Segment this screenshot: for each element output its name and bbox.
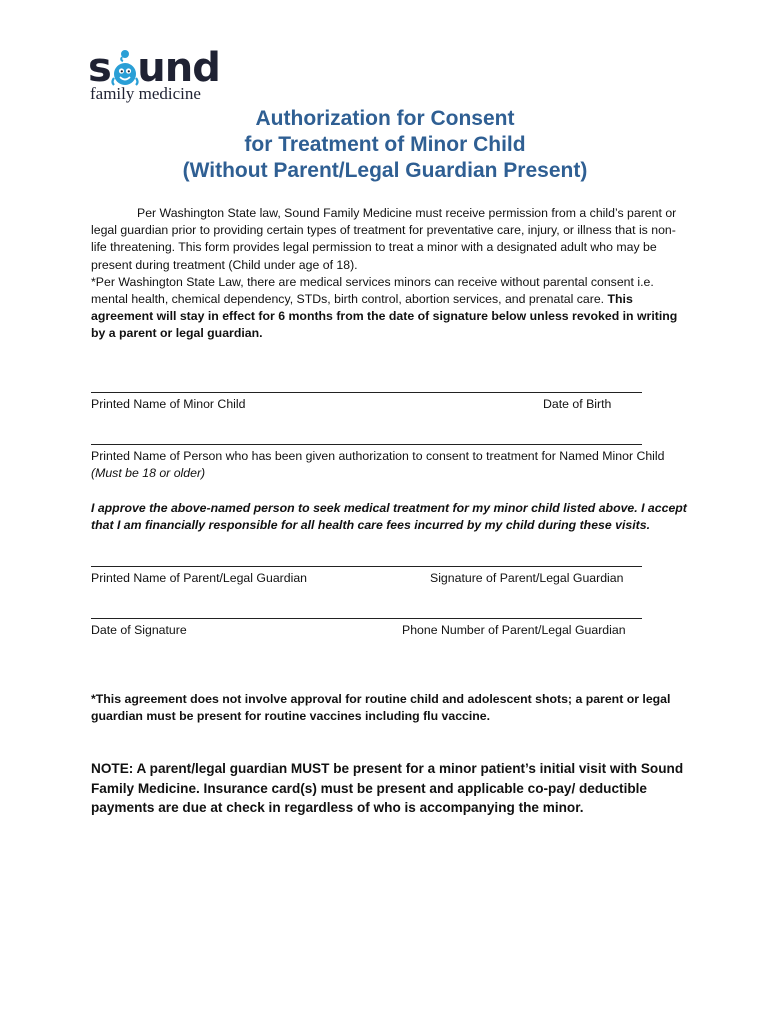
logo-subtitle: family medicine (90, 84, 201, 103)
minor-name-label: Printed Name of Minor Child (91, 397, 246, 411)
minor-services-note: *Per Washington State Law, there are medical services minors can receive without parental consent i.e. mental health, chemical dependency, STDs, birth control, abortion services, and prenatal care. This agreement will stay in effect for 6 months from the date of signature below unless revoked in writing by a parent or legal guardian. (91, 274, 678, 341)
logo-letters-und: und (137, 45, 220, 91)
logo-letter-s: s (88, 45, 111, 91)
signature-date-line[interactable] (91, 618, 642, 619)
form-title (0, 106, 770, 184)
intro-section (91, 205, 691, 343)
title-line-3: (Without Parent/Legal Guardian Present) (182, 159, 588, 182)
intro-paragraph: Per Washington State law, Sound Family Medicine must receive permission from a child’s parent or legal guardian prior to providing certain types of treatment for preventative care, injury, or illness that is non-life threatening. This form provides legal permission to treat a minor with a designated adult who may be present during treatment (Child under age of 18). (91, 206, 677, 272)
title-line-1: Authorization for Consent (255, 107, 515, 130)
sound-family-medicine-logo (88, 44, 228, 108)
guardian-phone-label: Phone Number of Parent/Legal Guardian (402, 623, 626, 637)
authorized-person-line[interactable] (91, 444, 642, 445)
title-line-2: for Treatment of Minor Child (244, 133, 526, 156)
logo-mascot-icon (110, 48, 140, 88)
approval-statement: I approve the above-named person to seek medical treatment for my minor child listed above. I accept that I am financially responsible for all health care fees incurred by my child during these visits. (91, 501, 687, 533)
guardian-signature-label: Signature of Parent/Legal Guardian (430, 571, 624, 585)
date-of-birth-label: Date of Birth (543, 397, 612, 411)
date-of-signature-label: Date of Signature (91, 623, 187, 637)
effective-period-note: This agreement will stay in effect for 6 months from the date of signature below unless revoked in writing by a parent or legal guardian. (91, 292, 678, 341)
minor-name-line[interactable] (91, 392, 642, 393)
initial-visit-note: NOTE: A parent/legal guardian MUST be present for a minor patient’s initial visit with Sound Family Medicine. Insurance card(s) must be present and applicable co-pay/ deductible payments are due at check in regardless of who is accompanying the minor. (91, 761, 684, 815)
age-requirement-note: (Must be 18 or older) (91, 466, 206, 481)
shots-note: *This agreement does not involve approval for routine child and adolescent shots; a parent or legal guardian must be present for routine vaccines including flu vaccine. (91, 692, 671, 724)
authorized-person-label: Printed Name of Person who has been given authorization to consent to treatment for Named Minor Child (Must be 18 or older) (91, 449, 665, 481)
guardian-name-line[interactable] (91, 566, 642, 567)
guardian-name-label: Printed Name of Parent/Legal Guardian (91, 571, 308, 585)
